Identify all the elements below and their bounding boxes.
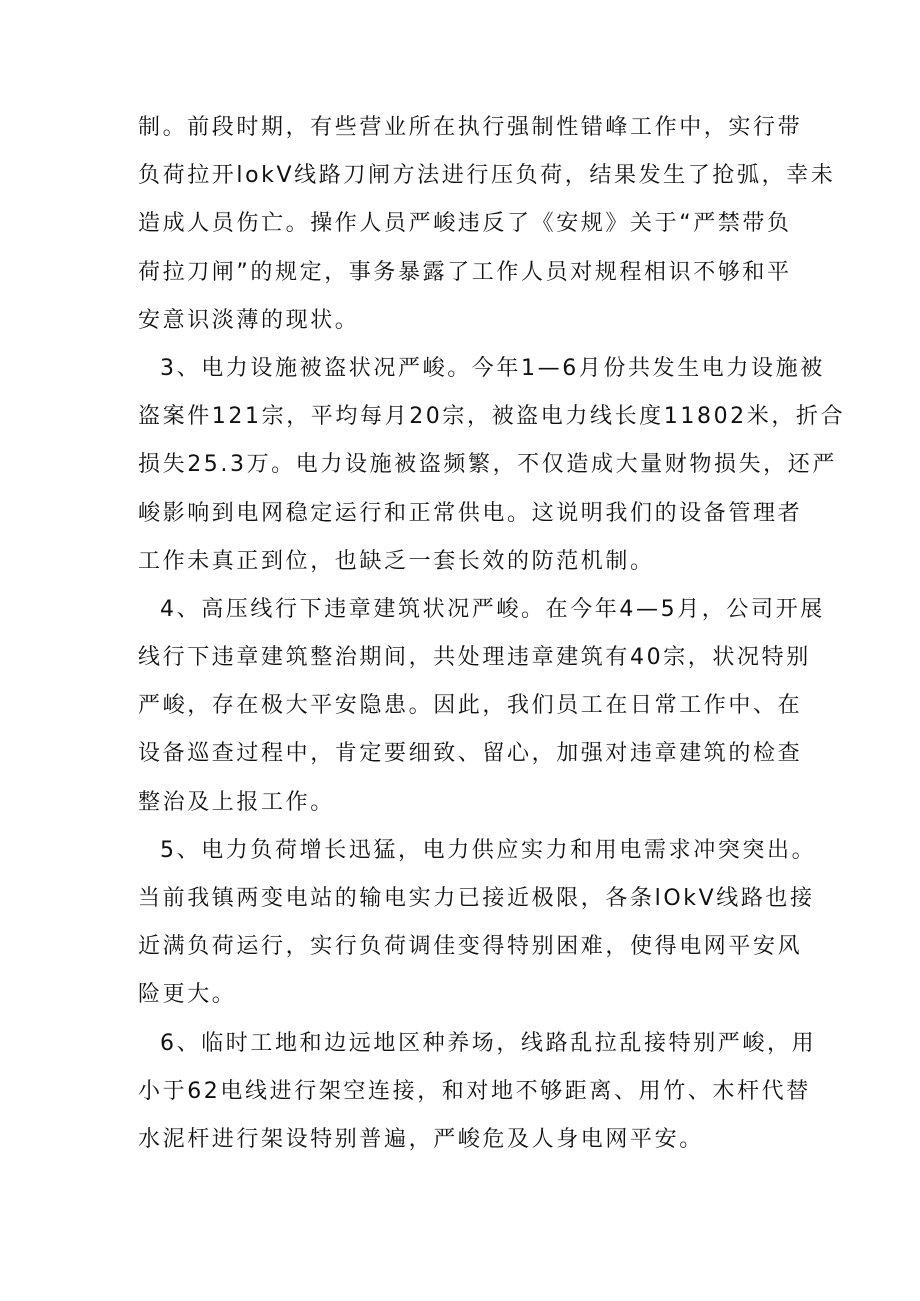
text-line: 盗案件121宗，平均每月20宗，被盗电力线长度11802米，折合 <box>138 404 846 430</box>
text-line: 近满负荷运行，实行负荷调佳变得特别困难，使得电网平安风 <box>138 934 803 960</box>
text-line: 制。前段时期，有些营业所在执行强制性错峰工作中，实行带 <box>138 115 803 140</box>
text-line: 水泥杆进行架设特别普遍，严峻危及人身电网平安。 <box>138 1126 704 1152</box>
text-line: 荷拉刀闸”的规定，事务暴露了工作人员对规程相识不够和平 <box>138 259 792 285</box>
text-line: 工作未真正到位，也缺乏一套长效的防范机制。 <box>138 548 655 574</box>
text-line: 造成人员伤亡。操作人员严峻违反了《安规》关于“严禁带负 <box>138 211 792 237</box>
text-line: 负荷拉开lokV线路刀闸方法进行压负荷，结果发生了抢弧，幸未 <box>138 163 836 189</box>
text-line: 峻影响到电网稳定运行和正常供电。这说明我们的设备管理者 <box>138 500 803 526</box>
paragraph-4-start: 4、高压线行下违章建筑状况严峻。在今年4—5月，公司开展 <box>160 596 825 622</box>
text-line: 损失25.3万。电力设施被盗频繁，不仅造成大量财物损失，还严 <box>138 452 837 478</box>
paragraph-6-start: 6、临时工地和边远地区种养场，线路乱拉乱接特别严峻，用 <box>160 1030 817 1056</box>
text-line: 设备巡查过程中，肯定要细致、留心，加强对违章建筑的检查 <box>138 741 803 767</box>
paragraph-3-start: 3、电力设施被盗状况严峻。今年1—6月份共发生电力设施被 <box>160 355 825 381</box>
text-line: 当前我镇两变电站的输电实力已接近极限，各条lOkV线路也接 <box>138 886 815 911</box>
paragraph-5-start: 5、电力负荷增长迅猛，电力供应实力和用电需求冲突突出。 <box>160 837 817 863</box>
text-line: 小于62电线进行架空连接，和对地不够距离、用竹、木杆代替 <box>138 1078 811 1104</box>
text-line: 险更大。 <box>138 982 237 1008</box>
text-line: 安意识淡薄的现状。 <box>138 307 360 333</box>
text-line: 严峻，存在极大平安隐患。因此，我们员工在日常工作中、在 <box>138 693 803 719</box>
body-text <box>138 104 846 1164</box>
text-line: 整治及上报工作。 <box>138 789 335 815</box>
text-line: 线行下违章建筑整治期间，共处理违章建筑有40宗，状况特别 <box>138 645 811 671</box>
